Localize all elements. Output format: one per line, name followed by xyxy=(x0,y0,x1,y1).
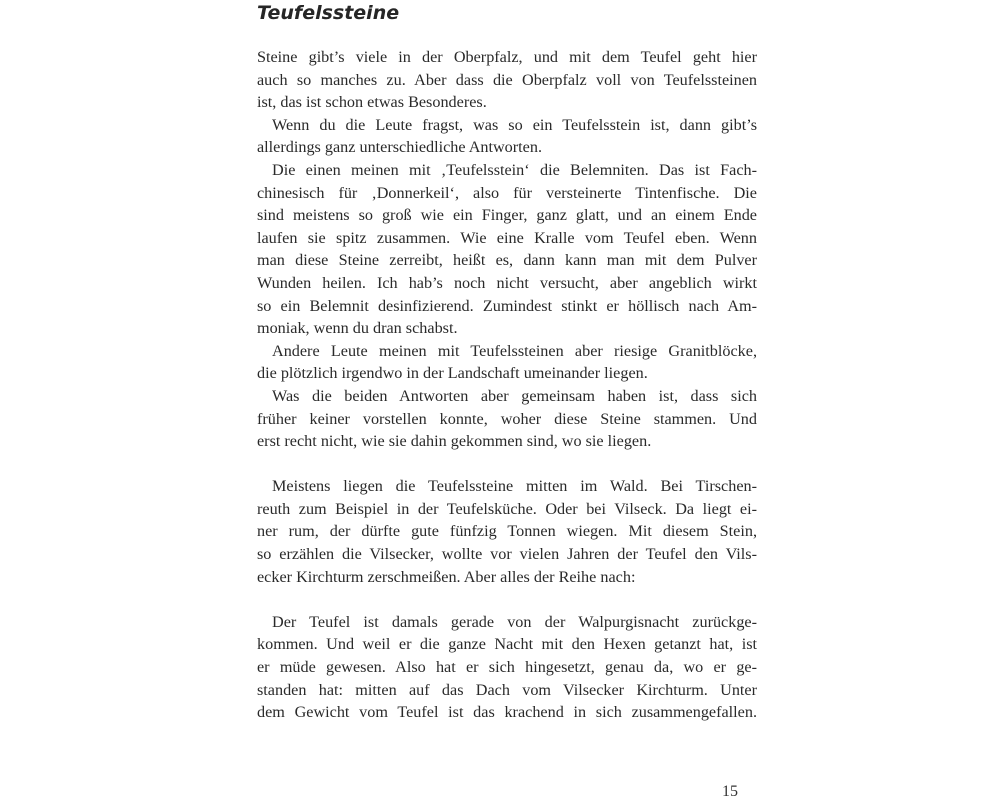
text-line: Steine gibt’s viele in der Oberpfalz, und mit dem Teufel geht hier xyxy=(257,48,757,66)
text-line: er müde gewesen. Also hat er sich hingesetzt, genau da, wo er ge- xyxy=(257,658,757,677)
paragraph xyxy=(257,46,757,114)
page-number: 15 xyxy=(722,783,738,800)
paragraph xyxy=(257,159,757,340)
text-line: Meistens liegen die Teufelssteine mitten im Wald. Bei Tirschen- xyxy=(272,477,757,496)
section-gap xyxy=(257,588,757,611)
text-line: standen hat: mitten auf das Dach vom Vilsecker Kirchturm. Unter xyxy=(257,680,757,699)
text-line: erst recht nicht, wie sie dahin gekommen sind, wo sie liegen. xyxy=(257,432,652,451)
text-line: Der Teufel ist damals gerade von der Walpurgisnacht zurückge- xyxy=(272,612,757,631)
paragraph xyxy=(257,385,757,453)
paragraph xyxy=(257,475,757,588)
text-line: laufen sie spitz zusammen. Wie eine Kralle vom Teufel eben. Wenn xyxy=(257,228,757,247)
text-line: Die einen meinen mit ‚Teufelsstein‘ die Belemniten. Das ist Fach- xyxy=(272,160,757,179)
text-line: allerdings ganz unterschiedliche Antworten. xyxy=(257,138,542,157)
text-line: kommen. Und weil er die ganze Nacht mit den Hexen getanzt hat, ist xyxy=(257,635,757,654)
text-line: auch so manches zu. Aber dass die Oberpfalz voll von Teufelssteinen xyxy=(257,70,757,89)
text-line: ner rum, der dürfte gute fünfzig Tonnen wiegen. Mit diesem Stein, xyxy=(257,522,757,541)
text-line: ecker Kirchturm zerschmeißen. Aber alles der Reihe nach: xyxy=(257,567,636,586)
text-line: Was die beiden Antworten aber gemeinsam haben ist, dass sich xyxy=(272,386,757,405)
paragraph xyxy=(257,340,757,385)
text-line: Wenn du die Leute fragst, was so ein Teufelsstein ist, dann gibt’s xyxy=(272,115,757,134)
text-line: moniak, wenn du dran schabst. xyxy=(257,319,458,338)
text-line: chinesisch für ‚Donnerkeil‘, also für versteinerte Tintenfische. Die xyxy=(257,183,757,202)
chapter-title: Teufelssteine xyxy=(257,2,400,24)
text-line: so ein Belemnit desinfizierend. Zumindest stinkt er höllisch nach Am- xyxy=(257,296,757,315)
text-line: sind meistens so groß wie ein Finger, ganz glatt, und an einem Ende xyxy=(257,206,757,225)
text-line: ist, das ist schon etwas Besonderes. xyxy=(257,93,487,112)
text-line: so erzählen die Vilsecker, wollte vor vielen Jahren der Teufel den Vils- xyxy=(257,545,757,564)
body-text xyxy=(257,46,757,724)
text-line: Wunden heilen. Ich hab’s noch nicht versucht, aber angeblich wirkt xyxy=(257,273,757,292)
text-line: reuth zum Beispiel in der Teufelsküche. Oder bei Vilseck. Da liegt ei- xyxy=(257,499,757,518)
paragraph xyxy=(257,114,757,159)
text-line: Andere Leute meinen mit Teufelssteinen aber riesige Granitblöcke, xyxy=(272,341,757,360)
paragraph xyxy=(257,611,757,724)
text-line: man diese Steine zerreibt, heißt es, dann kann man mit dem Pulver xyxy=(257,251,757,270)
section-gap xyxy=(257,453,757,476)
text-line: die plötzlich irgendwo in der Landschaft umeinander liegen. xyxy=(257,364,648,383)
text-line: dem Gewicht vom Teufel ist das krachend in sich zusammengefallen. xyxy=(257,703,757,722)
text-line: früher keiner vorstellen konnte, woher diese Steine stammen. Und xyxy=(257,409,757,428)
